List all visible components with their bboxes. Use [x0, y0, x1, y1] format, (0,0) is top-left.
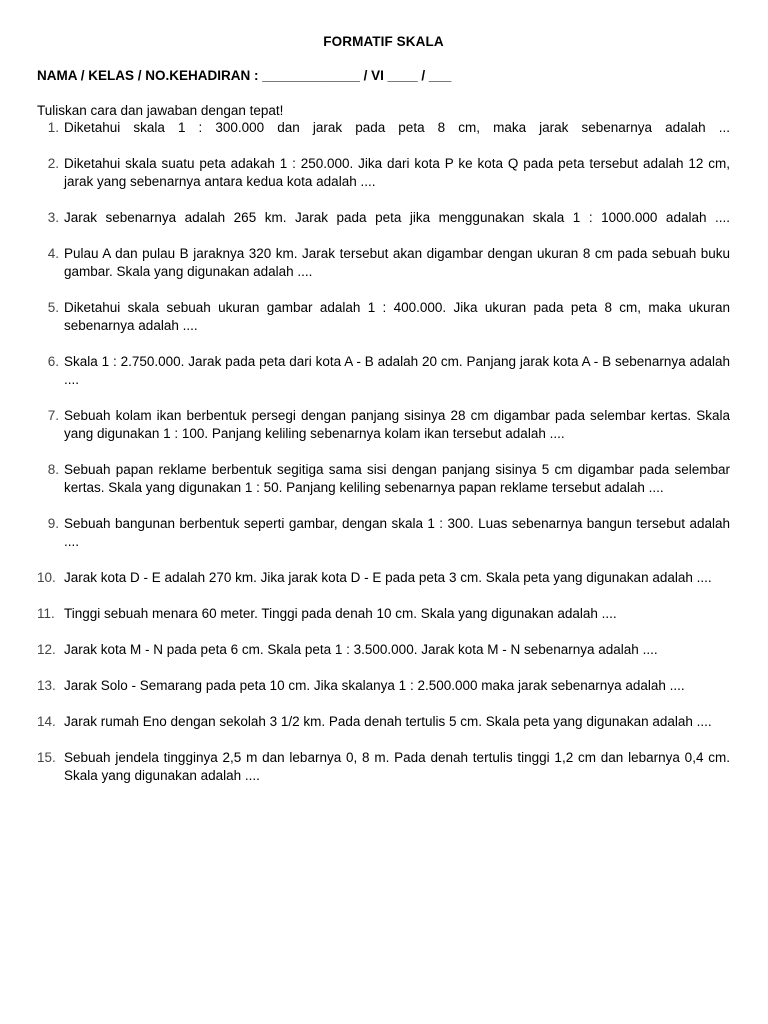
question-item-4: [37, 245, 730, 281]
question-number: 13.: [37, 678, 56, 693]
question-number: 1.: [47, 120, 59, 135]
question-text: Diketahui skala sebuah ukuran gambar adalah 1 : 400.000. Jika ukuran pada peta 8 cm, maka ukuran sebenarnya adalah ....: [64, 300, 730, 333]
question-item-2: [37, 155, 730, 191]
question-text: Jarak Solo - Semarang pada peta 10 cm. Jika skalanya 1 : 2.500.000 maka jarak sebenarnya adalah ....: [64, 678, 685, 693]
question-number: 8.: [47, 462, 59, 477]
question-item-1: [37, 119, 730, 137]
question-item-10: [37, 569, 730, 587]
question-item-6: [37, 353, 730, 389]
question-item-12: [37, 641, 730, 659]
question-text: Jarak kota D - E adalah 270 km. Jika jarak kota D - E pada peta 3 cm. Skala peta yang digunakan adalah ....: [64, 570, 712, 585]
question-list: [37, 119, 730, 785]
question-text: Jarak sebenarnya adalah 265 km. Jarak pada peta jika menggunakan skala 1 : 1000.000 adalah ....: [64, 210, 730, 225]
question-number: 15.: [37, 750, 56, 765]
question-number: 7.: [47, 408, 59, 423]
student-identity-line: NAMA / KELAS / NO.KEHADIRAN : _____________ / VI ____ / ___: [37, 68, 452, 83]
question-text: Sebuah bangunan berbentuk seperti gambar, dengan skala 1 : 300. Luas sebenarnya bangun tersebut adalah ....: [64, 516, 730, 549]
question-number: 4.: [47, 246, 59, 261]
question-item-7: [37, 407, 730, 443]
question-number: 6.: [47, 354, 59, 369]
question-text: Sebuah kolam ikan berbentuk persegi dengan panjang sisinya 28 cm digambar pada selembar kertas. Skala yang digunakan 1 : 100. Panjang keliling sebenarnya kolam ikan tersebut adalah ....: [64, 408, 730, 441]
question-text: Diketahui skala 1 : 300.000 dan jarak pada peta 8 cm, maka jarak sebenarnya adalah ...: [64, 120, 730, 135]
question-number: 14.: [37, 714, 56, 729]
question-text: Jarak rumah Eno dengan sekolah 3 1/2 km. Pada denah tertulis 5 cm. Skala peta yang digunakan adalah ....: [64, 714, 712, 729]
question-number: 11.: [37, 606, 55, 621]
worksheet-title: FORMATIF SKALA: [323, 34, 444, 49]
question-number: 3.: [47, 210, 59, 225]
question-number: 9.: [47, 516, 59, 531]
question-item-14: [37, 713, 730, 731]
question-text: Sebuah papan reklame berbentuk segitiga sama sisi dengan panjang sisinya 5 cm digambar pada selembar kertas. Skala yang digunakan 1 : 50. Panjang keliling sebenarnya papan reklame tersebut adalah ....: [64, 462, 730, 495]
question-text: Pulau A dan pulau B jaraknya 320 km. Jarak tersebut akan digambar dengan ukuran 8 cm pada sebuah buku gambar. Skala yang digunakan adalah ....: [64, 246, 730, 279]
question-item-13: [37, 677, 730, 695]
question-item-11: [37, 605, 730, 623]
question-text: Diketahui skala suatu peta adakah 1 : 250.000. Jika dari kota P ke kota Q pada peta tersebut adalah 12 cm, jarak yang sebenarnya antara kedua kota adalah ....: [64, 156, 730, 189]
question-item-9: [37, 515, 730, 551]
question-number: 10.: [37, 570, 56, 585]
question-text: Jarak kota M - N pada peta 6 cm. Skala peta 1 : 3.500.000. Jarak kota M - N sebenarnya adalah ....: [64, 642, 658, 657]
question-text: Sebuah jendela tingginya 2,5 m dan lebarnya 0, 8 m. Pada denah tertulis tinggi 1,2 cm dan lebarnya 0,4 cm. Skala yang digunakan adalah ....: [64, 750, 730, 783]
question-item-5: [37, 299, 730, 335]
question-number: 12.: [37, 642, 56, 657]
question-item-8: [37, 461, 730, 497]
question-text: Skala 1 : 2.750.000. Jarak pada peta dari kota A - B adalah 20 cm. Panjang jarak kota A - B sebenarnya adalah ....: [64, 354, 730, 387]
question-item-3: [37, 209, 730, 227]
question-number: 5.: [47, 300, 59, 315]
question-item-15: [37, 749, 730, 785]
question-number: 2.: [47, 156, 59, 171]
instruction-text: Tuliskan cara dan jawaban dengan tepat!: [37, 103, 284, 118]
question-text: Tinggi sebuah menara 60 meter. Tinggi pada denah 10 cm. Skala yang digunakan adalah ....: [64, 606, 617, 621]
